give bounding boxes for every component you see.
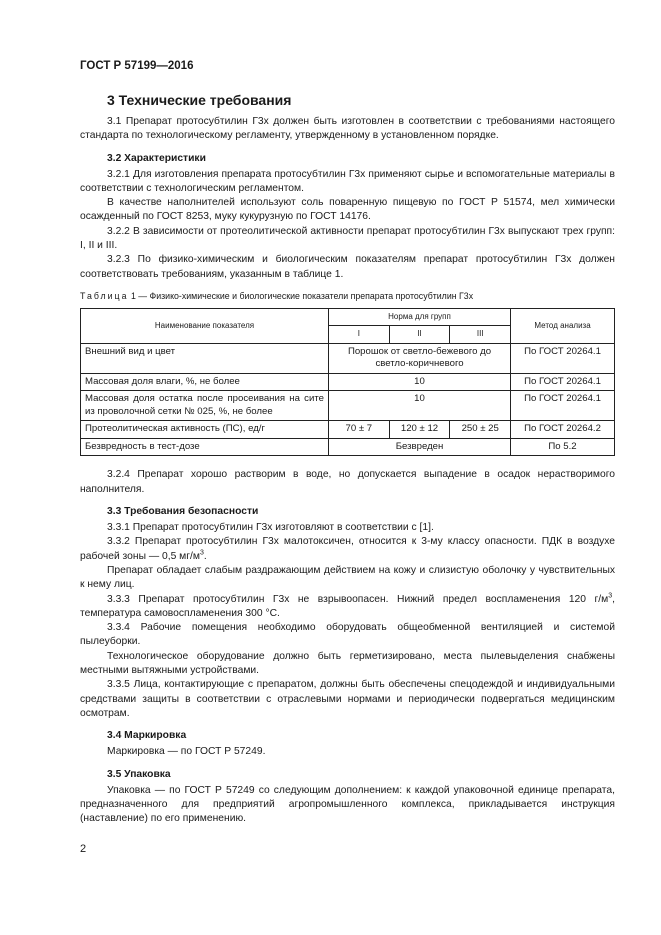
subsection-3-5-title: 3.5 Упаковка bbox=[107, 768, 171, 780]
table-row bbox=[81, 421, 615, 439]
properties-table bbox=[80, 308, 615, 457]
paragraph-fillers: В качестве наполнителей используют соль поваренную пищевую по ГОСТ Р 51574, мел химически осажденный по ГОСТ 8253, муку кукурузную по ГОСТ 14176. bbox=[80, 197, 615, 223]
page-number: 2 bbox=[80, 843, 87, 855]
table-caption-text: 1 — Физико-химические и биологические показатели препарата протосубтилин Г3х bbox=[130, 290, 474, 301]
paragraph-3-3-2: 3.3.2 Препарат протосубтилин Г3х малотоксичен, относится к 3-му классу опасности. ПДК в воздухе рабочей зоны — 0,5 $мг/м^3$. bbox=[80, 536, 615, 562]
row-name: Массовая доля влаги, %, не более bbox=[81, 373, 329, 391]
row-value-group-2: 120 ± 12 bbox=[389, 421, 450, 439]
standard-header: ГОСТ Р 57199—2016 bbox=[80, 60, 194, 72]
paragraph-packaging: Упаковка — по ГОСТ Р 57249 со следующим дополнением: к каждой упаковочной единице препарата, предназначенного для предприятий агропромышленного комплекса, прикладывается инструкция (наставление) по его применению. bbox=[80, 784, 615, 825]
row-method: По ГОСТ 20264.1 bbox=[511, 343, 615, 373]
paragraph-3-3-1: 3.3.1 Препарат протосубтилин Г3х изготовляют в соответствии с [1]. bbox=[107, 522, 434, 534]
table-row bbox=[81, 438, 615, 456]
paragraph-3-3-5: 3.3.5 Лица, контактирующие с препаратом, должны быть обеспечены спецодеждой и индивидуальными средствами защиты в соответствии с отраслевыми нормами и периодически подвергаться медицинским осмотрам. bbox=[80, 679, 615, 719]
table-row bbox=[81, 391, 615, 421]
row-name: Массовая доля остатка после просеивания на сите из проволочной сетки № 025, %, не более bbox=[81, 391, 329, 421]
paragraph-3-1: 3.1 Препарат протосубтилин Г3х должен быть изготовлен в соответствии с требованиями настоящего стандарта по технологическому регламенту, утвержденному в установленном порядке. bbox=[80, 116, 615, 142]
paragraph-equipment: Технологическое оборудование должно быть герметизировано, места пылевыделения снабжены местными вытяжными устройствами. bbox=[80, 650, 615, 677]
table-header-row bbox=[81, 308, 615, 326]
row-value: 10 bbox=[328, 373, 510, 391]
paragraph-3-2-4: 3.2.4 Препарат хорошо растворим в воде, но допускается выпадение в осадок нерастворимого наполнителя. bbox=[80, 469, 615, 495]
header-norm: Норма для групп bbox=[328, 308, 510, 326]
header-group-2: II bbox=[389, 326, 450, 344]
row-value: 10 bbox=[328, 391, 510, 421]
row-name: Протеолитическая активность (ПС), ед/г bbox=[81, 421, 329, 439]
table-row bbox=[81, 343, 615, 373]
table-caption bbox=[80, 290, 615, 302]
row-value-group-3: 250 ± 25 bbox=[450, 421, 511, 439]
paragraph-3-3-4: 3.3.4 Рабочие помещения необходимо оборудовать общеобменной вентиляцией и системой пылеуборки. bbox=[80, 622, 615, 648]
row-value: Порошок от светло-бежевого до светло-коричневого bbox=[328, 343, 510, 373]
paragraph-3-2-2: 3.2.2 В зависимости от протеолитической активности препарат протосубтилин Г3х выпускают трех групп: I, II и III. bbox=[80, 225, 615, 252]
subsection-3-2-title: 3.2 Характеристики bbox=[107, 152, 206, 164]
row-value-group-1: 70 ± 7 bbox=[328, 421, 389, 439]
header-group-1: I bbox=[328, 326, 389, 344]
paragraph-3-2-1: 3.2.1 Для изготовления препарата протосубтилин Г3х применяют сырье и вспомогательные материалы в соответствии с технологическим регламентом. bbox=[80, 168, 615, 194]
row-method: По ГОСТ 20264.1 bbox=[511, 373, 615, 391]
header-group-3: III bbox=[450, 326, 511, 344]
paragraph-irritation: Препарат обладает слабым раздражающим действием на кожу и слизистую оболочку у чувствительных к нему лиц. bbox=[80, 564, 615, 591]
subsection-3-4-title: 3.4 Маркировка bbox=[107, 730, 187, 742]
subsection-3-3-title: 3.3 Требования безопасности bbox=[107, 506, 259, 518]
row-method: По ГОСТ 20264.1 bbox=[511, 391, 615, 421]
row-method: По ГОСТ 20264.2 bbox=[511, 421, 615, 439]
table-caption-label: Таблица bbox=[80, 290, 129, 301]
row-name: Внешний вид и цвет bbox=[81, 343, 329, 373]
section-title: 3 Технические требования bbox=[107, 92, 292, 108]
paragraph-marking: Маркировка — по ГОСТ Р 57249. bbox=[107, 746, 266, 758]
row-value: Безвреден bbox=[328, 438, 510, 456]
paragraph-3-3-3: 3.3.3 Препарат протосубтилин Г3х не взрывоопасен. Нижний предел воспламенения 120 $г/м^3$, температура самовоспламенения 300 °С. bbox=[80, 592, 615, 619]
paragraph-3-2-3: 3.2.3 По физико-химическим и биологическим показателям препарат протосубтилин Г3х должен соответствовать требованиям, указанным в таблице 1. bbox=[80, 254, 615, 280]
header-indicator: Наименование показателя bbox=[81, 308, 329, 343]
table-row bbox=[81, 373, 615, 391]
document-body bbox=[80, 115, 615, 826]
row-name: Безвредность в тест-дозе bbox=[81, 438, 329, 456]
row-method: По 5.2 bbox=[511, 438, 615, 456]
header-method: Метод анализа bbox=[511, 308, 615, 343]
